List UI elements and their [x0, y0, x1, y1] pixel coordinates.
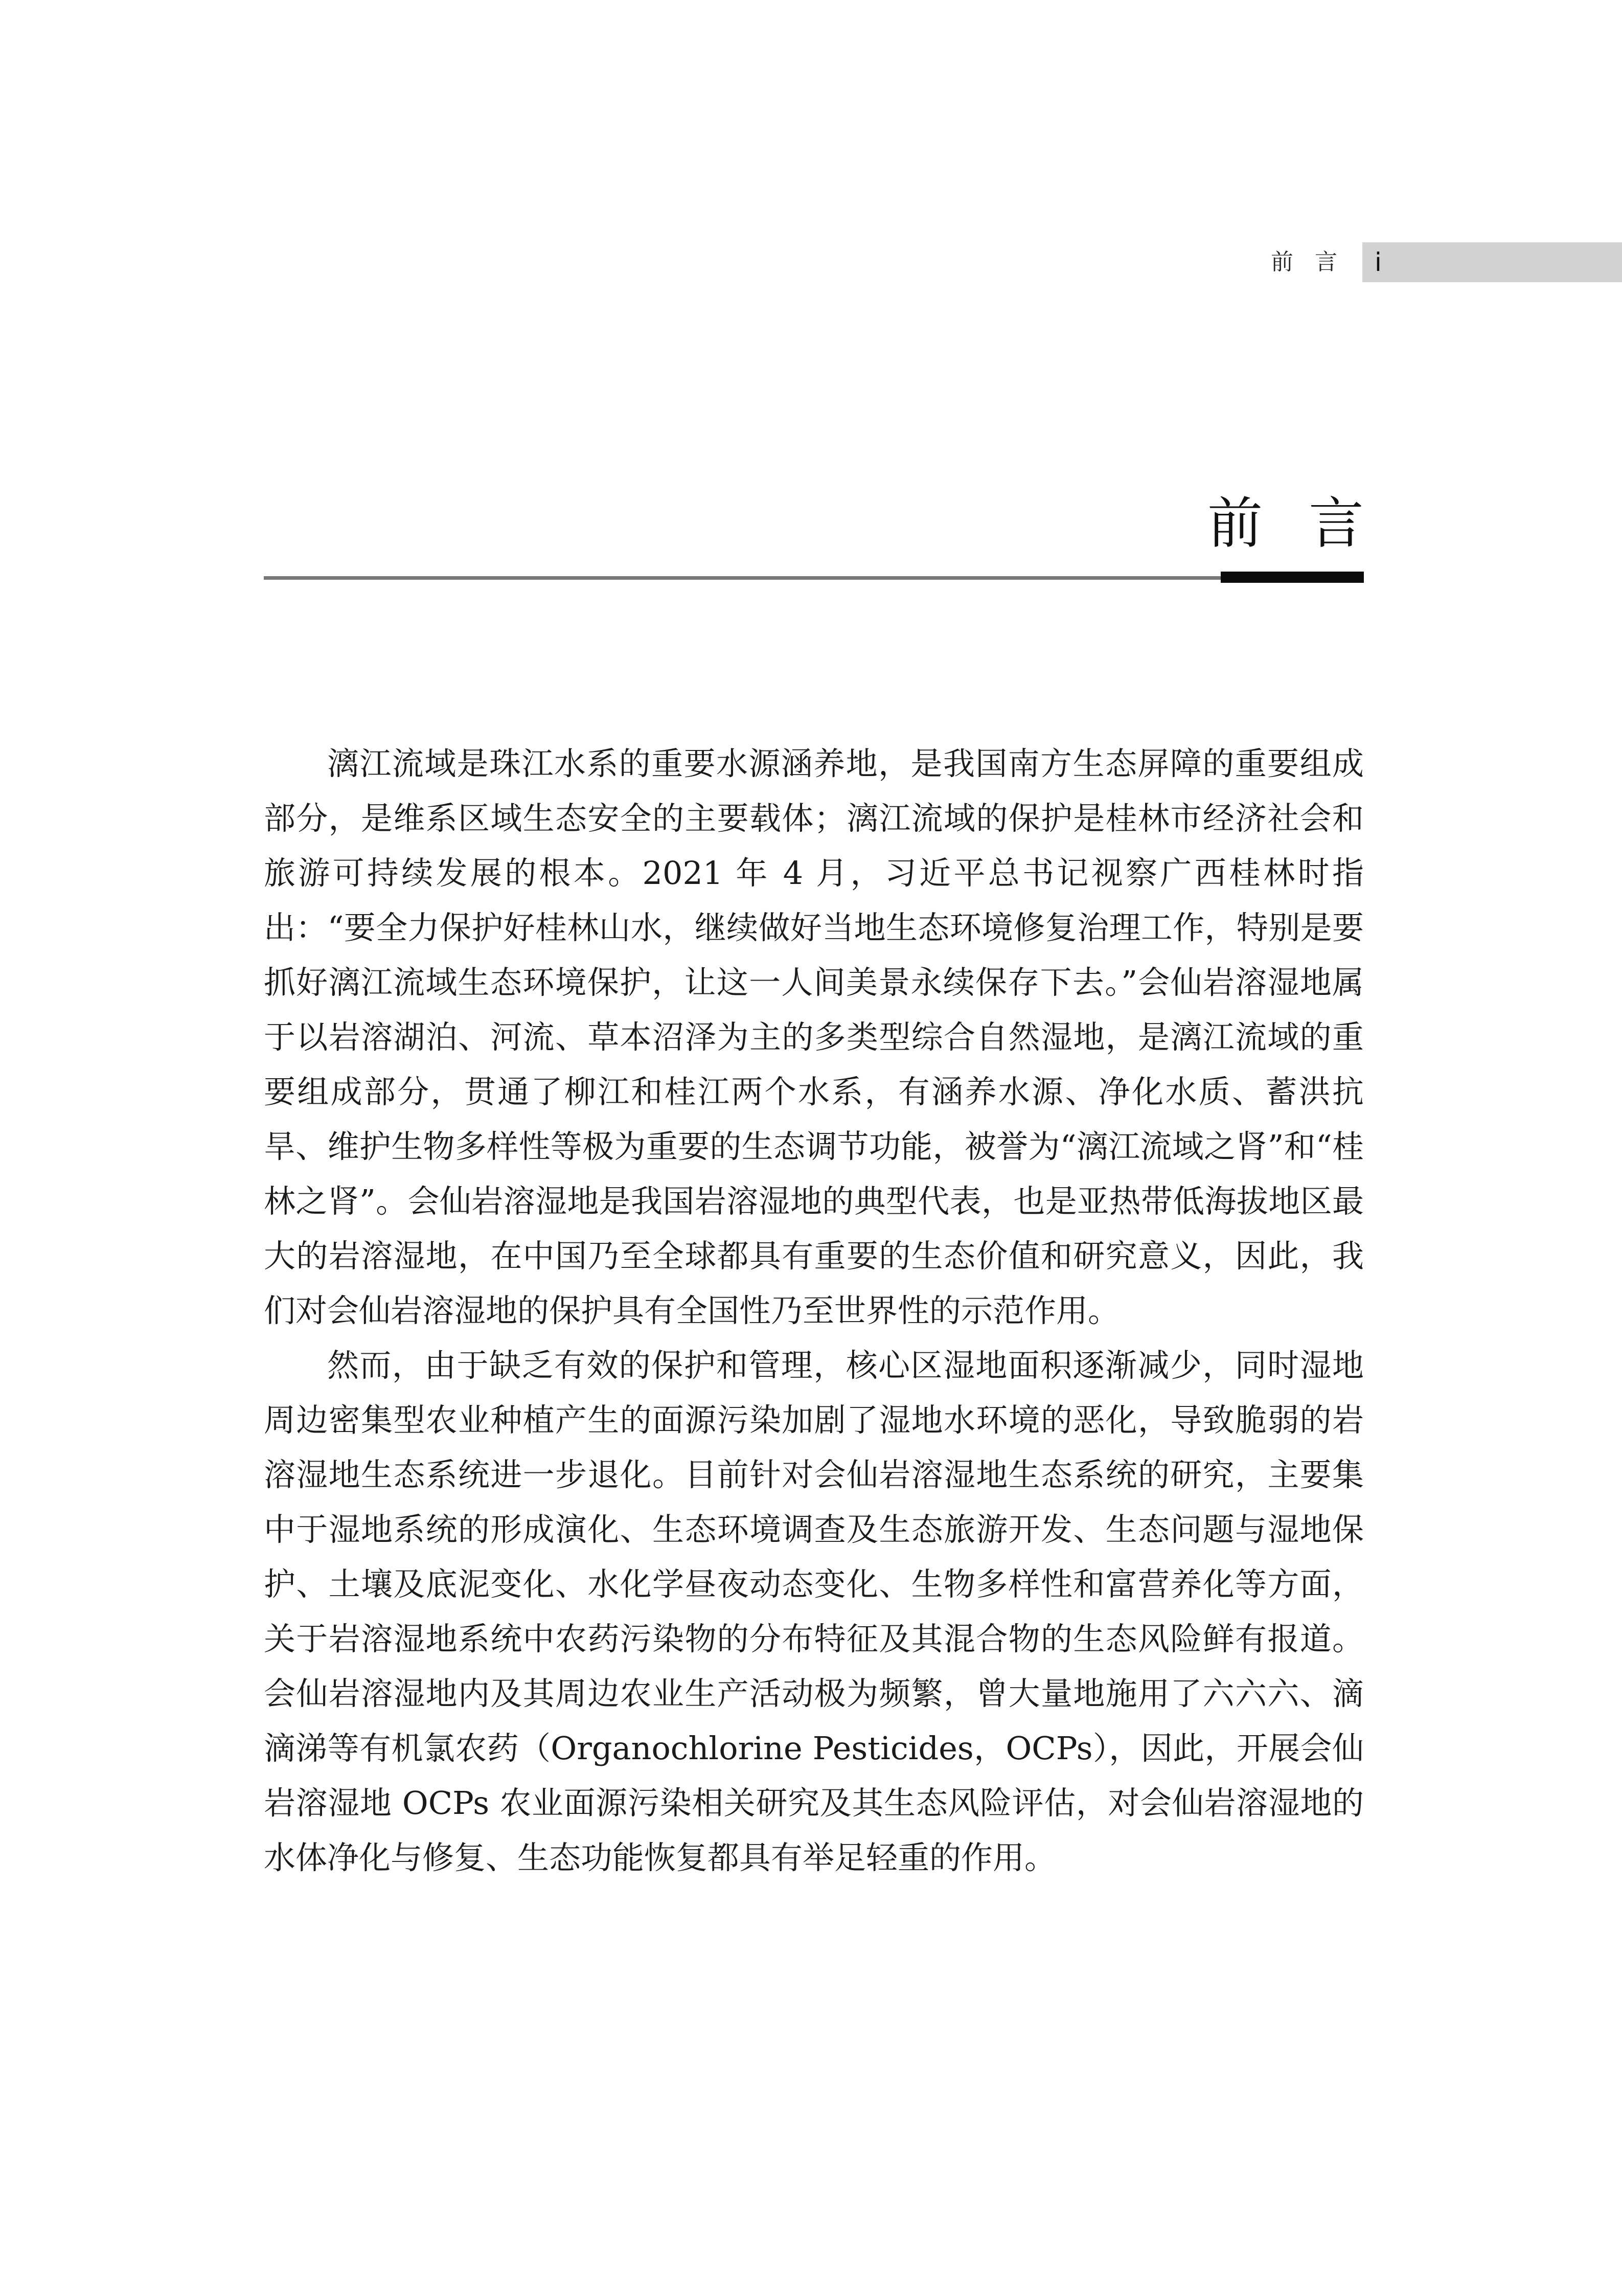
running-header-page-tab — [1362, 242, 1622, 282]
paragraph-2: 然而，由于缺乏有效的保护和管理，核心区湿地面积逐渐减少，同时湿地周边密集型农业种植产生的面源污染加剧了湿地水环境的恶化，导致脆弱的岩溶湿地生态系统进一步退化。目前针对会仙岩溶湿地生态系统的研究，主要集中于湿地系统的形成演化、生态环境调查及生态旅游开发、生态问题与湿地保护、土壤及底泥变化、水化学昼夜动态变化、生物多样性和富营养化等方面，关于岩溶湿地系统中农药污染物的分布特征及其混合物的生态风险鲜有报道。会仙岩溶湿地内及其周边农业生产活动极为频繁，曾大量地施用了六六六、滴滴涕等有机氯农药（Organochlorine Pesticides，OCPs），因此，开展会仙岩溶湿地 OCPs 农业面源污染相关研究及其生态风险评估，对会仙岩溶湿地的水体净化与修复、生态功能恢复都具有举足轻重的作用。 — [264, 1347, 1364, 1876]
title-underline-accent — [1221, 572, 1364, 583]
running-header — [1227, 242, 1622, 282]
running-header-section-label: 前 言 — [1271, 249, 1344, 275]
chapter-title: 前言 — [1207, 492, 1410, 556]
body-text — [264, 736, 1364, 1885]
page-number: i — [1375, 247, 1382, 277]
title-underline-rule — [264, 576, 1364, 580]
paragraph-1: 漓江流域是珠江水系的重要水源涵养地，是我国南方生态屏障的重要组成部分，是维系区域生态安全的主要载体；漓江流域的保护是桂林市经济社会和旅游可持续发展的根本。2021 年 4 月，习近平总书记视察广西桂林时指出：“要全力保护好桂林山水，继续做好当地生态环境修复治理工作，特别是要抓好漓江流域生态环境保护，让这一人间美景永续保存下去。”会仙岩溶湿地属于以岩溶湖泊、河流、草本沼泽为主的多类型综合自然湿地，是漓江流域的重要组成部分，贯通了柳江和桂江两个水系，有涵养水源、净化水质、蓄洪抗旱、维护生物多样性等极为重要的生态调节功能，被誉为“漓江流域之肾”和“桂林之肾”。会仙岩溶湿地是我国岩溶湿地的典型代表，也是亚热带低海拔地区最大的岩溶湿地，在中国乃至全球都具有重要的生态价值和研究意义，因此，我们对会仙岩溶湿地的保护具有全国性乃至世界性的示范作用。 — [264, 745, 1364, 1329]
